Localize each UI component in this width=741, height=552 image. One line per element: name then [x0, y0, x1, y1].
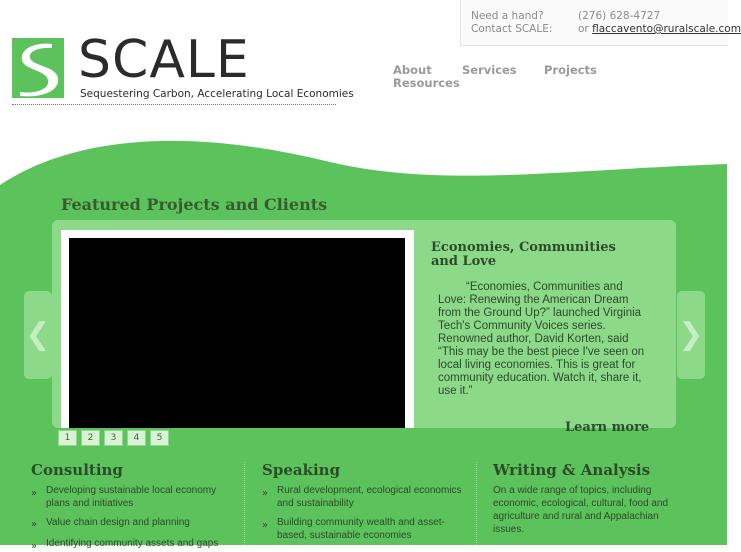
writing-analysis-text: On a wide range of topics, including economic, ecological, cultural, food and agriculture and rural and Appalachian issues.: [493, 485, 669, 535]
speaking-item-1: Rural development, ecological economics and sustainability: [277, 485, 462, 509]
help-row: [471, 10, 661, 22]
bullet-icon: »: [31, 488, 38, 499]
column-divider-1: [244, 462, 245, 545]
bullet-icon: »: [262, 488, 269, 499]
bullet-icon: »: [262, 520, 269, 531]
learn-more-link[interactable]: Learn more: [565, 420, 650, 435]
contact-label: Contact SCALE:: [471, 23, 553, 35]
writing-analysis-heading[interactable]: Writing & Analysis: [493, 461, 651, 479]
slide-description: [438, 281, 650, 398]
chevron-right-icon: ❯: [678, 317, 704, 352]
slider-next-button[interactable]: [677, 291, 705, 379]
consulting-item-1: Developing sustainable local economy plans and initiatives: [46, 485, 217, 509]
column-divider-2: [476, 462, 477, 545]
page-4-button[interactable]: 4: [127, 430, 146, 446]
consulting-item-3: Identifying community assets and gaps: [46, 538, 219, 549]
bullet-icon: »: [31, 519, 38, 530]
nav-services[interactable]: Services: [462, 63, 517, 77]
nav-resources[interactable]: Resources: [393, 76, 460, 90]
page-2-button[interactable]: 2: [81, 430, 100, 446]
contact-box: [460, 0, 741, 46]
speaking-heading[interactable]: Speaking: [262, 461, 341, 479]
slider-prev-button[interactable]: [24, 291, 52, 379]
video-player[interactable]: [69, 238, 405, 428]
slide-title[interactable]: Economies, Communities and Love: [431, 240, 616, 269]
chevron-left-icon: ❮: [25, 317, 51, 352]
consulting-item-2: Value chain design and planning: [46, 517, 190, 528]
nav-projects[interactable]: Projects: [544, 63, 597, 77]
scale-logo-icon[interactable]: [12, 38, 64, 98]
bullet-icon: »: [31, 541, 38, 552]
logo-tagline: Sequestering Carbon, Accelerating Local Economies: [80, 88, 354, 100]
email-line: [578, 23, 741, 35]
slide-body-text: “Economies, Communities and Love: Renewing the American Dream from the Ground Up?” launched Virginia Tech's Community Voices series. Renowned author, David Korten, said “This may be the best piece I've seen on local living economies. This is great for community education. Watch it, share it, use it.”: [438, 281, 645, 397]
featured-title: Featured Projects and Clients: [61, 195, 328, 214]
page-3-button[interactable]: 3: [104, 430, 123, 446]
page-1-button[interactable]: 1: [58, 430, 77, 446]
phone-number: (276) 628-4727: [578, 10, 661, 22]
logo-wordmark[interactable]: SCALE: [78, 30, 250, 90]
consulting-heading[interactable]: Consulting: [31, 461, 123, 479]
email-prefix: or: [578, 23, 589, 35]
page-5-button[interactable]: 5: [150, 430, 169, 446]
speaking-item-2: Building community wealth and asset-based, sustainable economies: [277, 517, 445, 541]
email-link[interactable]: flaccavento@ruralscale.com: [592, 23, 741, 35]
nav-about[interactable]: About: [393, 63, 432, 77]
logo-divider: [12, 104, 336, 105]
contact-row: [471, 23, 741, 35]
help-label: Need a hand?: [471, 10, 544, 22]
